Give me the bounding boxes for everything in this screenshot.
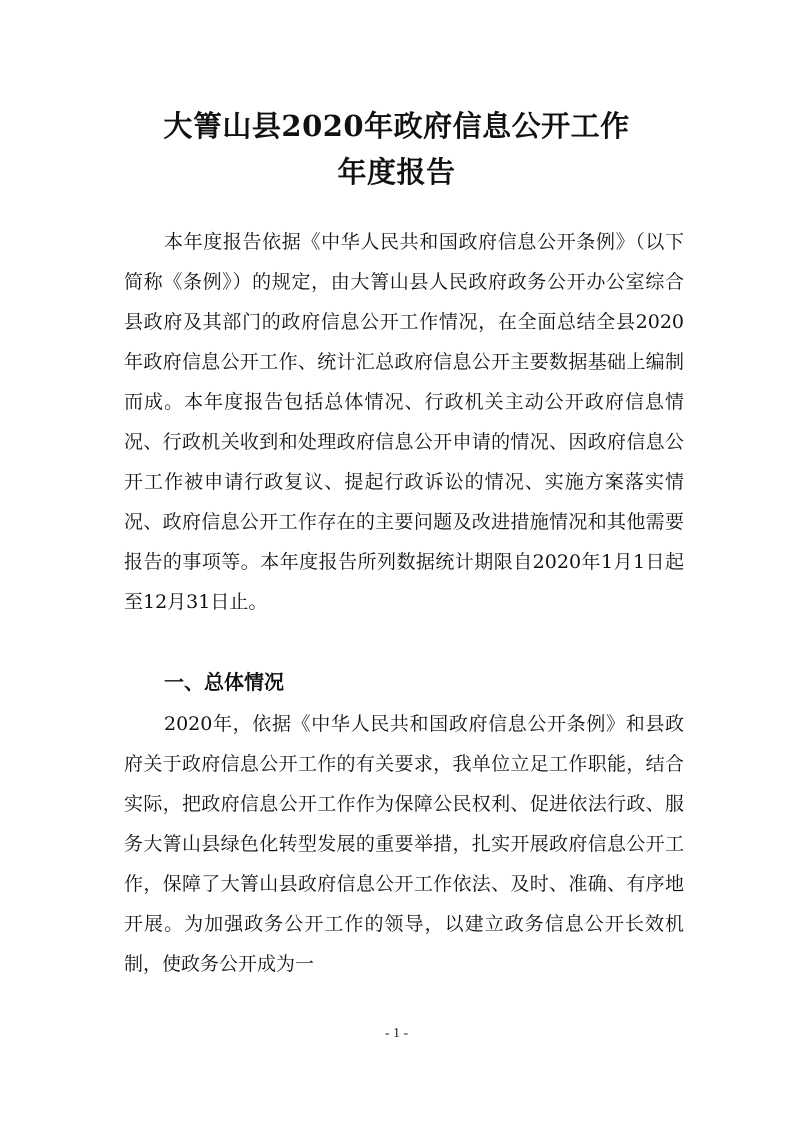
overview-paragraph: 2020年，依据《中华人民共和国政府信息公开条例》和县政府关于政府信息公开工作的有关要求，我单位立足工作职能，结合实际，把政府信息公开工作作为保障公民权利、促进依法行政、服务大箐山县绿色化转型发展的重要举措，扎实开展政府信息公开工作，保障了大箐山县政府信息公开工作依法、及时、准确、有序地开展。为加强政务公开工作的领导，以建立政务信息公开长效机制，使政务公开成为一 (124, 713, 684, 975)
report-title-line1: 大箐山县2020年政府信息公开工作 (163, 109, 630, 143)
intro-paragraph: 本年度报告依据《中华人民共和国政府信息公开条例》（以下简称《条例》）的规定，由大箐山县人民政府政务公开办公室综合县政府及其部门的政府信息公开工作情况，在全面总结全县2020年政府信息公开工作、统计汇总政府信息公开主要数据基础上编制而成。本年度报告包括总体情况、行政机关主动公开政府信息情况、行政机关收到和处理政府信息公开申请的情况、因政府信息公开工作被申请行政复议、提起行政诉讼的情况、实施方案落实情况、政府信息公开工作存在的主要问题及改进措施情况和其他需要报告的事项等。本年度报告所列数据统计期限自2020年1月1日起至12月31日止。 (124, 231, 684, 613)
page-number: - 1 - (384, 1026, 409, 1041)
section-heading-overview: 一、总体情况 (164, 670, 284, 694)
report-title-line2: 年度报告 (337, 155, 456, 189)
